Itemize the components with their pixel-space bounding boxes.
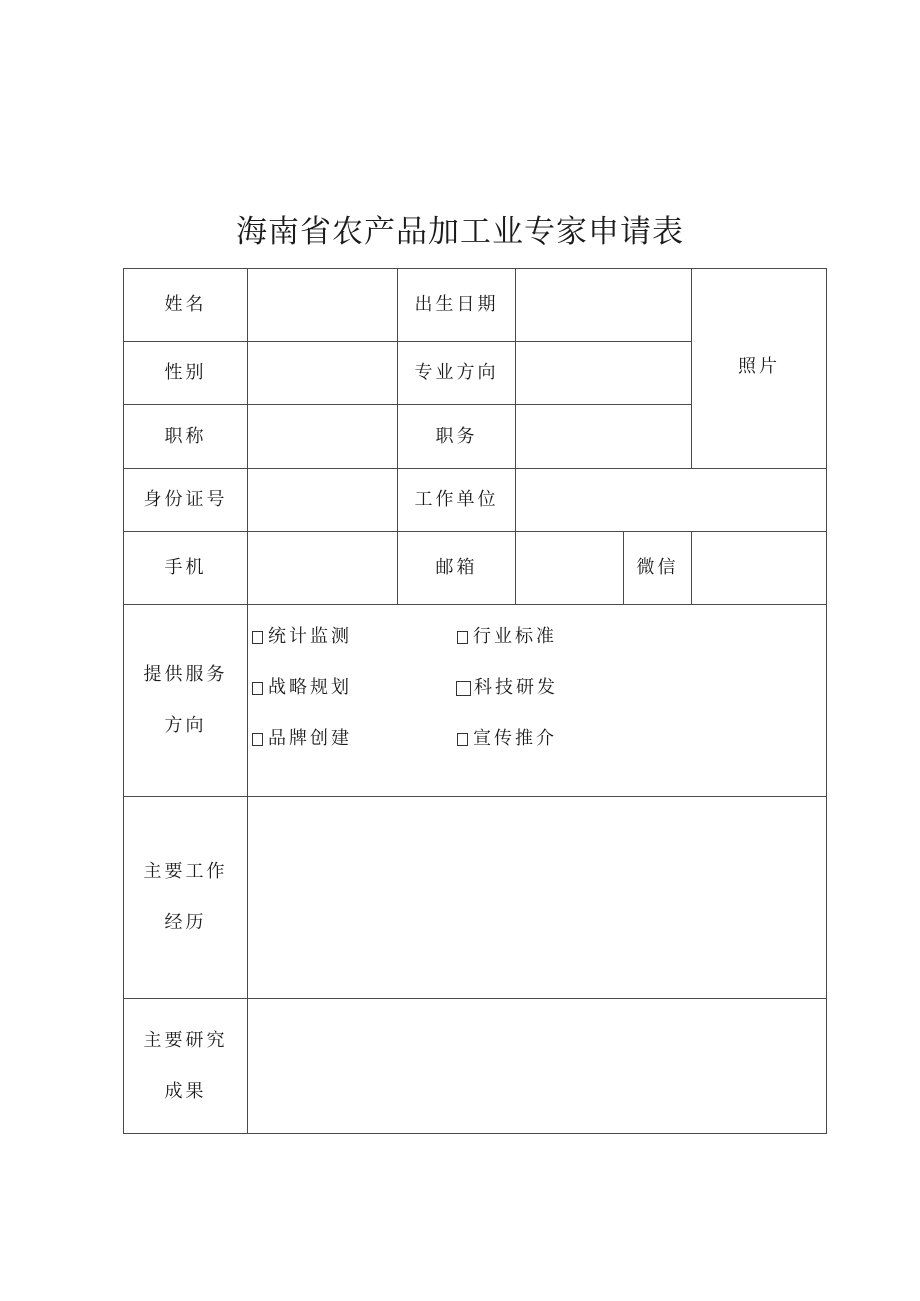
- work-experience-field[interactable]: [247, 796, 827, 999]
- service-option-label: 战略规划: [268, 677, 352, 698]
- wechat-label: 微信: [623, 531, 692, 605]
- service-option-standards[interactable]: [457, 624, 557, 650]
- research-achievements-field[interactable]: [247, 998, 827, 1134]
- checkbox-icon[interactable]: [457, 733, 468, 746]
- checkbox-icon[interactable]: [252, 733, 263, 746]
- research-achievements-label-line2: 成果: [164, 1080, 207, 1102]
- service-direction-label-line2: 方向: [164, 715, 207, 736]
- service-option-label: 统计监测: [268, 626, 352, 647]
- specialty-field[interactable]: [515, 341, 692, 405]
- service-direction-label-line1: 提供服务: [143, 664, 228, 685]
- checkbox-icon[interactable]: [456, 681, 471, 696]
- photo-slot[interactable]: [691, 268, 827, 469]
- checkbox-icon[interactable]: [457, 631, 468, 644]
- phone-label: 手机: [123, 531, 248, 605]
- email-field[interactable]: [515, 531, 624, 605]
- checkbox-icon[interactable]: [252, 682, 263, 695]
- service-option-rnd[interactable]: [456, 675, 558, 701]
- research-achievements-label-line1: 主要研究: [143, 1029, 228, 1051]
- service-option-statistics[interactable]: [252, 624, 352, 650]
- position-field[interactable]: [515, 404, 692, 469]
- work-experience-label-line2: 经历: [164, 912, 207, 933]
- id-number-field[interactable]: [247, 468, 398, 532]
- birth-date-label: 出生日期: [397, 268, 516, 342]
- email-label: 邮箱: [397, 531, 516, 605]
- checkbox-icon[interactable]: [252, 631, 263, 644]
- service-option-promotion[interactable]: [457, 726, 557, 752]
- phone-field[interactable]: [247, 531, 398, 605]
- work-experience-label: [123, 796, 248, 999]
- service-option-label: 科技研发: [474, 677, 558, 698]
- name-field[interactable]: [247, 268, 398, 342]
- name-label: 姓名: [123, 268, 248, 342]
- title-rank-label: 职称: [123, 404, 248, 469]
- title-rank-field[interactable]: [247, 404, 398, 469]
- service-option-branding[interactable]: [252, 726, 352, 752]
- gender-label: 性别: [123, 341, 248, 405]
- research-achievements-label: [123, 998, 248, 1134]
- employer-label: 工作单位: [397, 468, 516, 532]
- photo-label: 照片: [738, 355, 780, 377]
- service-option-label: 行业标准: [473, 626, 557, 647]
- employer-field[interactable]: [515, 468, 827, 532]
- service-direction-label: [123, 604, 248, 797]
- specialty-label: 专业方向: [397, 341, 516, 405]
- service-option-strategy[interactable]: [252, 675, 352, 701]
- form-title: 海南省农产品加工业专家申请表: [236, 214, 684, 250]
- work-experience-label-line1: 主要工作: [143, 861, 228, 882]
- service-option-label: 宣传推介: [473, 728, 557, 749]
- gender-field[interactable]: [247, 341, 398, 405]
- wechat-field[interactable]: [691, 531, 827, 605]
- position-label: 职务: [397, 404, 516, 469]
- birth-date-field[interactable]: [515, 268, 692, 342]
- service-option-label: 品牌创建: [268, 728, 352, 749]
- id-number-label: 身份证号: [123, 468, 248, 532]
